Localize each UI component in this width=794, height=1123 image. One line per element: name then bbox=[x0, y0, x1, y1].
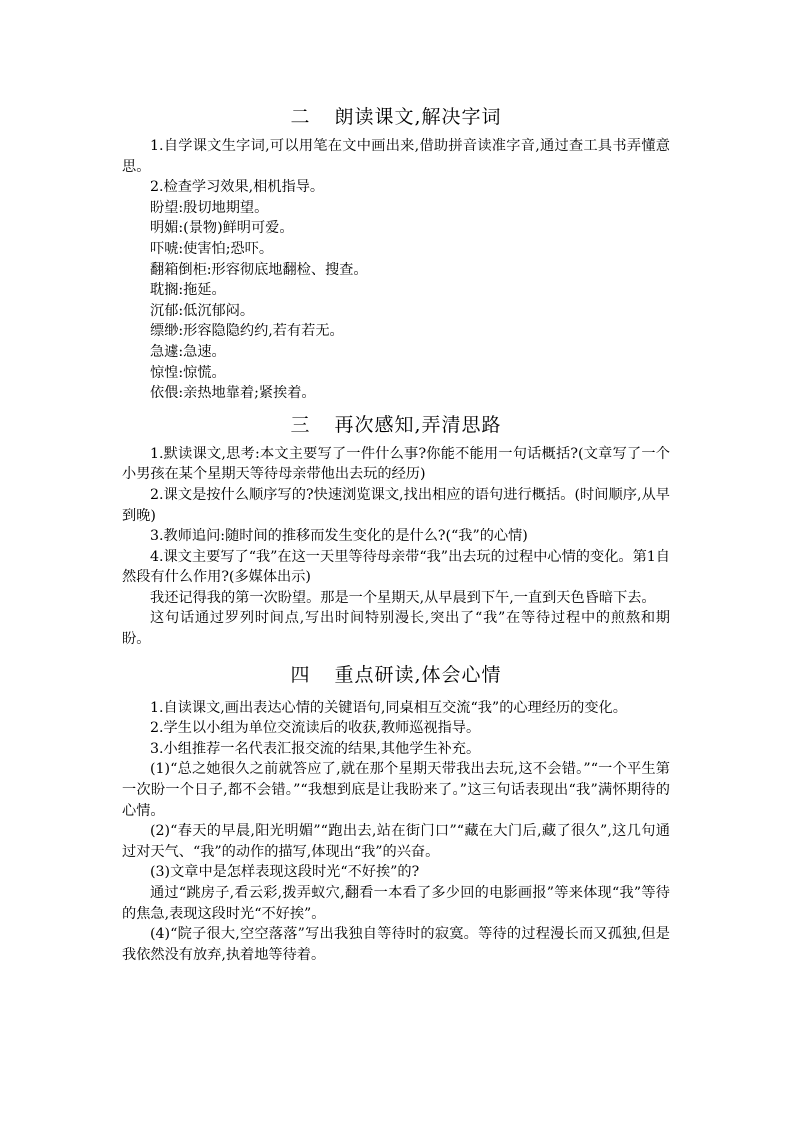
paragraph: (4)“院子很大,空空落落”写出我独自等待时的寂寞。等待的过程漫长而又孤独,但是我依然没有放弃,执着地等待着。 bbox=[122, 926, 670, 963]
vocab-entry: 依偎:亲热地靠着;紧挨着。 bbox=[150, 385, 316, 402]
vocab-entry: 吓唬:使害怕;恐吓。 bbox=[150, 240, 274, 257]
section-heading-2 bbox=[122, 104, 670, 130]
vocab-entry: 急遽:急速。 bbox=[150, 343, 226, 360]
paragraph: 通过“跳房子,看云彩,拨弄蚁穴,翻看一本看了多少回的电影画报”等来体现“我”等待的焦急,表现这段时光“不好挨”。 bbox=[122, 885, 670, 922]
section-title: 朗读课文,解决字词 bbox=[334, 106, 502, 128]
paragraph: 3.教师追问:随时间的推移而发生变化的是什么?(“我”的心情) bbox=[150, 528, 528, 545]
paragraph: 2.学生以小组为单位交流读后的收获,教师巡视指导。 bbox=[150, 720, 481, 737]
paragraph: 4.课文主要写了“我”在这一天里等待母亲带“我”出去玩的过程中心情的变化。第1自然段有什么作用?(多媒体出示) bbox=[122, 548, 670, 586]
document-body bbox=[122, 104, 670, 965]
section-title: 再次感知,弄清思路 bbox=[334, 413, 502, 436]
section-title: 重点研读,体会心情 bbox=[334, 663, 502, 686]
vocab-entry: 缥缈:形容隐隐约约,若有若无。 bbox=[150, 323, 344, 340]
section-number: 四 bbox=[290, 663, 311, 686]
paragraph: (2)“春天的早晨,阳光明媚”“跑出去,站在街门口”“藏在大门后,藏了很久”,这几句通过对天气、“我”的动作的描写,体现出“我”的兴奋。 bbox=[122, 823, 670, 860]
paragraph: 1.自学课文生字词,可以用笔在文中画出来,借助拼音读准字音,通过查工具书弄懂意思。 bbox=[122, 138, 670, 175]
vocab-entry: 耽搁:拖延。 bbox=[150, 282, 226, 299]
section-number: 二 bbox=[290, 106, 311, 128]
vocab-entry: 沉郁:低沉郁闷。 bbox=[150, 302, 255, 319]
paragraph: 1.自读课文,画出表达心情的关键语句,同桌相互交流“我”的心理经历的变化。 bbox=[150, 699, 627, 716]
paragraph: 3.小组推荐一名代表汇报交流的结果,其他学生补充。 bbox=[150, 740, 481, 757]
vocab-entry: 翻箱倒柜:形容彻底地翻检、搜查。 bbox=[150, 261, 368, 278]
paragraph: (3)文章中是怎样表现这段时光“不好挨”的? bbox=[150, 864, 420, 881]
vocab-entry: 盼望:殷切地期望。 bbox=[150, 199, 269, 216]
section-heading-4 bbox=[122, 662, 670, 688]
paragraph: 1.默读课文,思考:本文主要写了一件什么事?你能不能用一句话概括?(文章写了一个小男孩在某个星期天等待母亲带他出去玩的经历) bbox=[122, 445, 670, 483]
vocab-entry: 惊惶:惊慌。 bbox=[150, 364, 226, 381]
paragraph: (1)“总之她很久之前就答应了,就在那个星期天带我出去玩,这不会错。”“一个平生第一次盼一个日子,都不会错。”“我想到底是让我盼来了。”这三句话表现出“我”满怀期待的心情。 bbox=[122, 761, 670, 819]
section-number: 三 bbox=[290, 413, 311, 436]
section-heading-3 bbox=[122, 412, 670, 438]
vocab-entry: 明媚:(景物)鲜明可爱。 bbox=[150, 220, 294, 237]
paragraph: 2.课文是按什么顺序写的?快速浏览课文,找出相应的语句进行概括。(时间顺序,从早到晚) bbox=[122, 486, 670, 524]
paragraph: 2.检查学习效果,相机指导。 bbox=[150, 179, 325, 196]
paragraph: 这句话通过罗列时间点,写出时间特别漫长,突出了“我”在等待过程中的煎熬和期盼。 bbox=[122, 610, 670, 648]
quoted-text: 我还记得我的第一次盼望。那是一个星期天,从早晨到下午,一直到天色昏暗下去。 bbox=[150, 589, 656, 606]
